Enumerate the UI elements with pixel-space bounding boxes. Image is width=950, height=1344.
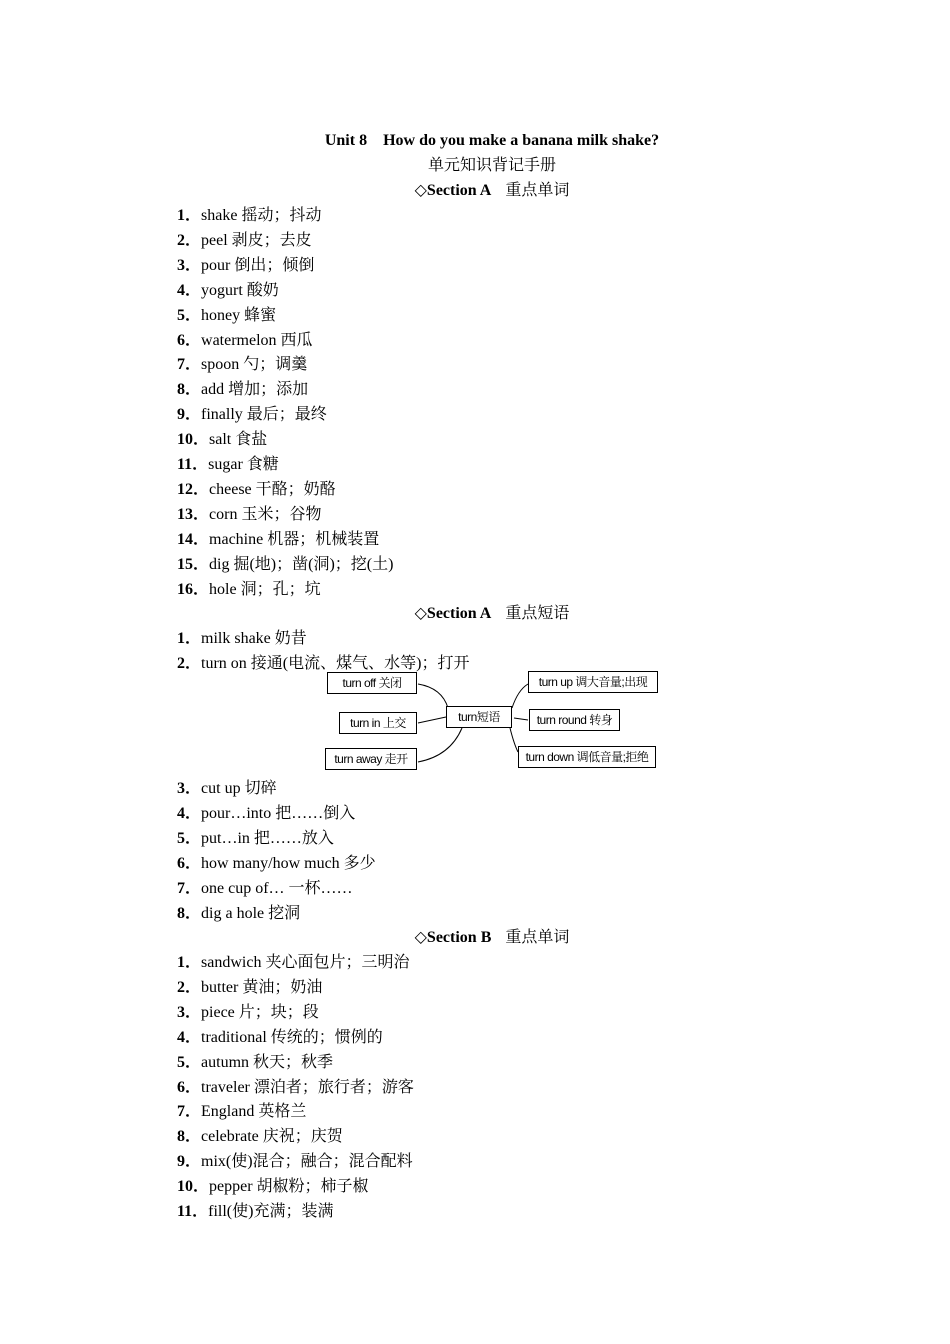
item-text: pour…into 把……倒入: [201, 804, 356, 822]
item-text: corn 玉米；谷物: [209, 505, 322, 523]
item-number: 16．: [177, 580, 210, 598]
turn-round-box: turn round 转身: [529, 709, 620, 731]
turn-off-box: turn off 关闭: [327, 672, 417, 694]
list-item: [177, 327, 313, 350]
turn-phrase-mind-map: [322, 668, 662, 774]
section-b-words-heading: [0, 924, 950, 947]
item-text: finally 最后；最终: [201, 406, 327, 424]
item-number: 1．: [177, 207, 202, 224]
list-item: [177, 825, 334, 848]
unit-title: Unit 8 How do you make a banana milk shake?: [324, 132, 660, 149]
item-number: 8．: [177, 381, 202, 399]
item-text: watermelon 西瓜: [201, 331, 313, 349]
item-number: 1．: [177, 630, 202, 647]
list-item: [177, 1123, 343, 1146]
list-item: [177, 1148, 413, 1171]
turn-away-box: turn away 走开: [325, 748, 417, 770]
list-item: [177, 351, 307, 374]
item-text: hole 洞；孔；坑: [209, 580, 321, 598]
item-text: celebrate 庆祝；庆贺: [201, 1128, 343, 1146]
list-item: [177, 1049, 333, 1072]
list-item: [177, 401, 327, 424]
item-text: peel 剥皮；去皮: [201, 231, 312, 249]
item-number: 10．: [177, 431, 210, 449]
item-text: one cup of… 一杯……: [201, 879, 353, 897]
list-item: [177, 999, 319, 1022]
item-number: 7．: [177, 1103, 202, 1121]
list-item: [177, 800, 355, 823]
item-number: 6．: [177, 331, 202, 349]
list-item: [177, 227, 312, 250]
item-number: 6．: [177, 1078, 202, 1096]
item-number: 2．: [177, 655, 202, 672]
item-text: traveler 漂泊者；旅行者；游客: [201, 1078, 414, 1096]
item-text: milk shake 奶昔: [201, 630, 307, 647]
list-item: [177, 302, 276, 325]
item-number: 9．: [177, 1153, 202, 1171]
item-number: 8．: [177, 1128, 202, 1146]
item-text: spoon 勺；调羹: [201, 356, 308, 374]
list-item: [177, 551, 393, 574]
item-text: England 英格兰: [201, 1103, 307, 1121]
unit-subtitle: 单元知识背记手册: [427, 157, 556, 174]
list-item: [177, 974, 322, 997]
list-item: [177, 476, 336, 499]
item-text: sugar 食糖: [208, 456, 279, 473]
item-text: pour 倒出；倾倒: [201, 256, 315, 274]
item-number: 15．: [177, 555, 210, 573]
item-number: 7．: [177, 356, 202, 374]
item-number: 5．: [177, 829, 202, 847]
turn-in-box: turn in 上交: [339, 712, 417, 734]
item-text: put…in 把……放入: [201, 829, 334, 847]
item-text: piece 片；块；段: [201, 1003, 319, 1021]
item-text: honey 蜂蜜: [201, 306, 277, 324]
item-text: add 增加；添加: [201, 381, 309, 399]
list-item: [177, 875, 353, 898]
turn-up-box: turn up 调大音量;出现: [528, 671, 658, 693]
item-number: 5．: [177, 306, 202, 324]
item-text: butter 黄油；奶油: [201, 978, 323, 996]
item-number: 3．: [177, 780, 202, 797]
list-item: [177, 277, 279, 300]
list-item: [177, 426, 267, 449]
item-number: 1．: [177, 954, 202, 971]
section-a-words-heading: [0, 177, 950, 200]
item-text: how many/how much 多少: [201, 854, 376, 872]
section-label: 重点单词: [505, 182, 570, 199]
list-item: [177, 900, 300, 923]
item-number: 11．: [177, 1203, 209, 1220]
list-item: [177, 949, 409, 972]
item-number: 2．: [177, 231, 202, 249]
list-item: [177, 451, 279, 474]
item-text: salt 食盐: [209, 431, 268, 449]
item-number: 10．: [177, 1178, 210, 1196]
list-item: [177, 1074, 414, 1097]
item-number: 12．: [177, 480, 210, 498]
item-text: dig a hole 挖洞: [201, 904, 301, 922]
item-text: traditional 传统的；惯例的: [201, 1028, 383, 1046]
item-text: mix(使)混合；融合；混合配料: [201, 1153, 413, 1171]
item-text: sandwich 夹心面包片；三明治: [201, 954, 410, 971]
list-item: [177, 252, 314, 275]
item-number: 3．: [177, 256, 202, 274]
item-number: 7．: [177, 879, 202, 897]
item-text: pepper 胡椒粉；柿子椒: [209, 1178, 369, 1196]
item-text: turn on 接通(电流、煤气、水等)；打开: [201, 655, 470, 672]
section-marker: ◇Section A: [414, 182, 492, 199]
list-item: [177, 376, 308, 399]
item-number: 6．: [177, 854, 202, 872]
section-a-phrases-heading: [0, 600, 950, 623]
list-item: [177, 501, 321, 524]
item-number: 9．: [177, 406, 202, 424]
section-marker: ◇Section B: [414, 929, 492, 946]
section-label: 重点单词: [505, 929, 570, 946]
list-item: [177, 1098, 306, 1121]
list-item: [177, 1198, 333, 1221]
item-number: 3．: [177, 1003, 202, 1021]
item-number: 4．: [177, 1028, 202, 1046]
item-text: shake 摇动；抖动: [201, 207, 322, 224]
turn-down-box: turn down 调低音量;拒绝: [518, 746, 656, 768]
list-item: [177, 850, 376, 873]
section-label: 重点短语: [505, 605, 570, 622]
list-item: [177, 526, 379, 549]
item-number: 2．: [177, 978, 202, 996]
list-item: [177, 1173, 369, 1196]
section-marker: ◇Section A: [414, 605, 492, 622]
item-number: 5．: [177, 1053, 202, 1071]
item-text: cheese 干酪；奶酪: [209, 480, 336, 498]
list-item: [177, 625, 307, 648]
list-item: [177, 775, 277, 798]
item-text: machine 机器；机械装置: [209, 530, 380, 548]
list-item: [177, 1024, 383, 1047]
turn-center-box: turn短语: [446, 706, 512, 728]
list-item: [177, 202, 321, 225]
item-text: autumn 秋天；秋季: [201, 1053, 334, 1071]
item-number: 4．: [177, 804, 202, 822]
item-number: 4．: [177, 281, 202, 299]
list-item: [177, 576, 321, 599]
item-number: 8．: [177, 904, 202, 922]
item-text: dig 掘(地)；凿(洞)；挖(土): [209, 555, 394, 573]
item-number: 13．: [177, 505, 210, 523]
item-text: yogurt 酸奶: [201, 281, 279, 299]
item-text: fill(使)充满；装满: [208, 1203, 334, 1220]
item-text: cut up 切碎: [201, 780, 277, 797]
item-number: 14．: [177, 530, 210, 548]
item-number: 11．: [177, 456, 209, 473]
